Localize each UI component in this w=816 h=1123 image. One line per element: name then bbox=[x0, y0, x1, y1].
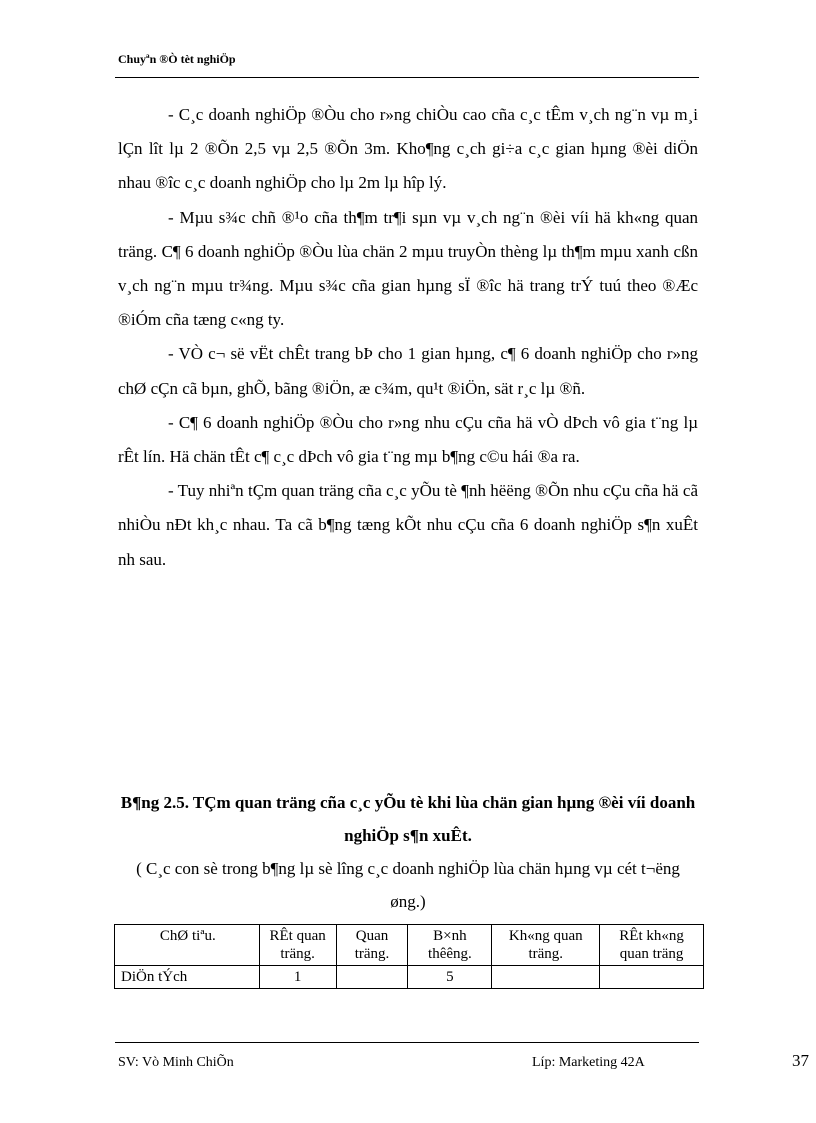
paragraph: - Mµu s¾c chñ ®¹o cña th¶m tr¶i sµn vµ v¸ch ng¨n ®èi víi hä kh«ng quan träng. C¶ 6 doanh nghiÖp ®Òu lùa chän 2 mµu truyÒn thèng lµ th¶m mµu xanh cßn v¸ch ng¨n mµu tr¾ng. Mµu s¾c cña gian hµng sÏ ®îc hä trang trÝ tuú theo ®Æc ®iÓm cña tæng c«ng ty. bbox=[118, 207, 698, 330]
cell-very-unimportant bbox=[600, 966, 704, 989]
table-row bbox=[115, 966, 704, 989]
paragraph: - C¶ 6 doanh nghiÖp ®Òu cho r»ng nhu cÇu cña hä vÒ dÞch vô gia t¨ng lµ rÊt lín. Hä chän tÊt c¶ c¸c dÞch vô gia t¨ng mµ b¶ng c©u hái ®a ra. bbox=[118, 412, 698, 467]
footer-class: Líp: Marketing 42A bbox=[532, 1055, 645, 1070]
header-normal: B×nh thêêng. bbox=[408, 925, 492, 966]
header-important: Quan träng. bbox=[336, 925, 408, 966]
cell-very-important: 1 bbox=[259, 966, 336, 989]
body-text bbox=[118, 98, 698, 577]
table-note: ( C¸c con sè trong b¶ng lµ sè lîng c¸c doanh nghiÖp lùa chän hµng vµ cét t¬ëng øng.) bbox=[136, 859, 680, 911]
running-header: Chuyªn ®Ò tèt nghiÖp bbox=[118, 52, 236, 66]
header-very-unimportant: RÊt kh«ng quan träng bbox=[600, 925, 704, 966]
paragraph: - Tuy nhiªn tÇm quan träng cña c¸c yÕu tè ¶nh hëëng ®Õn nhu cÇu cña hä cã nhiÒu nÐt kh¸c nhau. Ta cã b¶ng tæng kÕt nhu cÇu cña 6 doanh nghiÖp s¶n xuÊt nh sau. bbox=[118, 481, 698, 569]
paragraph: - VÒ c¬ së vËt chÊt trang bÞ cho 1 gian hµng, c¶ 6 doanh nghiÖp cho r»ng chØ cÇn cã bµn, ghÕ, bãng ®iÖn, æ c¾m, qu¹t ®iÖn, sät r¸c lµ ®ñ. bbox=[118, 344, 698, 398]
cell-important bbox=[336, 966, 408, 989]
cell-not-important bbox=[492, 966, 600, 989]
row-criterion: DiÖn tÝch bbox=[115, 966, 260, 989]
table-title: B¶ng 2.5. TÇm quan träng cña c¸c yÕu tè khi lùa chän gian hµng ®èi víi doanh nghiÖp s¶n xuÊt. bbox=[120, 793, 696, 845]
criteria-table bbox=[114, 924, 704, 989]
header-not-important: Kh«ng quan träng. bbox=[492, 925, 600, 966]
header-rule bbox=[115, 77, 699, 78]
footer-rule bbox=[115, 1042, 699, 1043]
table-header-row bbox=[115, 925, 704, 966]
header-very-important: RÊt quan träng. bbox=[259, 925, 336, 966]
table-caption bbox=[118, 786, 698, 918]
paragraph: - C¸c doanh nghiÖp ®Òu cho r»ng chiÒu cao cña c¸c tÊm v¸ch ng¨n vµ m¸i lÇn lît lµ 2 ®Õn 2,5 vµ 2,5 ®Õn 3m. Kho¶ng c¸ch gi÷a c¸c gian hµng ®èi diÖn nhau ®îc c¸c doanh nghiÖp cho lµ 2m lµ hîp lý. bbox=[118, 105, 698, 193]
page-number: 37 bbox=[792, 1051, 809, 1070]
header-criterion: ChØ tiªu. bbox=[115, 925, 260, 966]
footer-student: SV: Vò Minh ChiÕn bbox=[118, 1055, 234, 1070]
cell-normal: 5 bbox=[408, 966, 492, 989]
